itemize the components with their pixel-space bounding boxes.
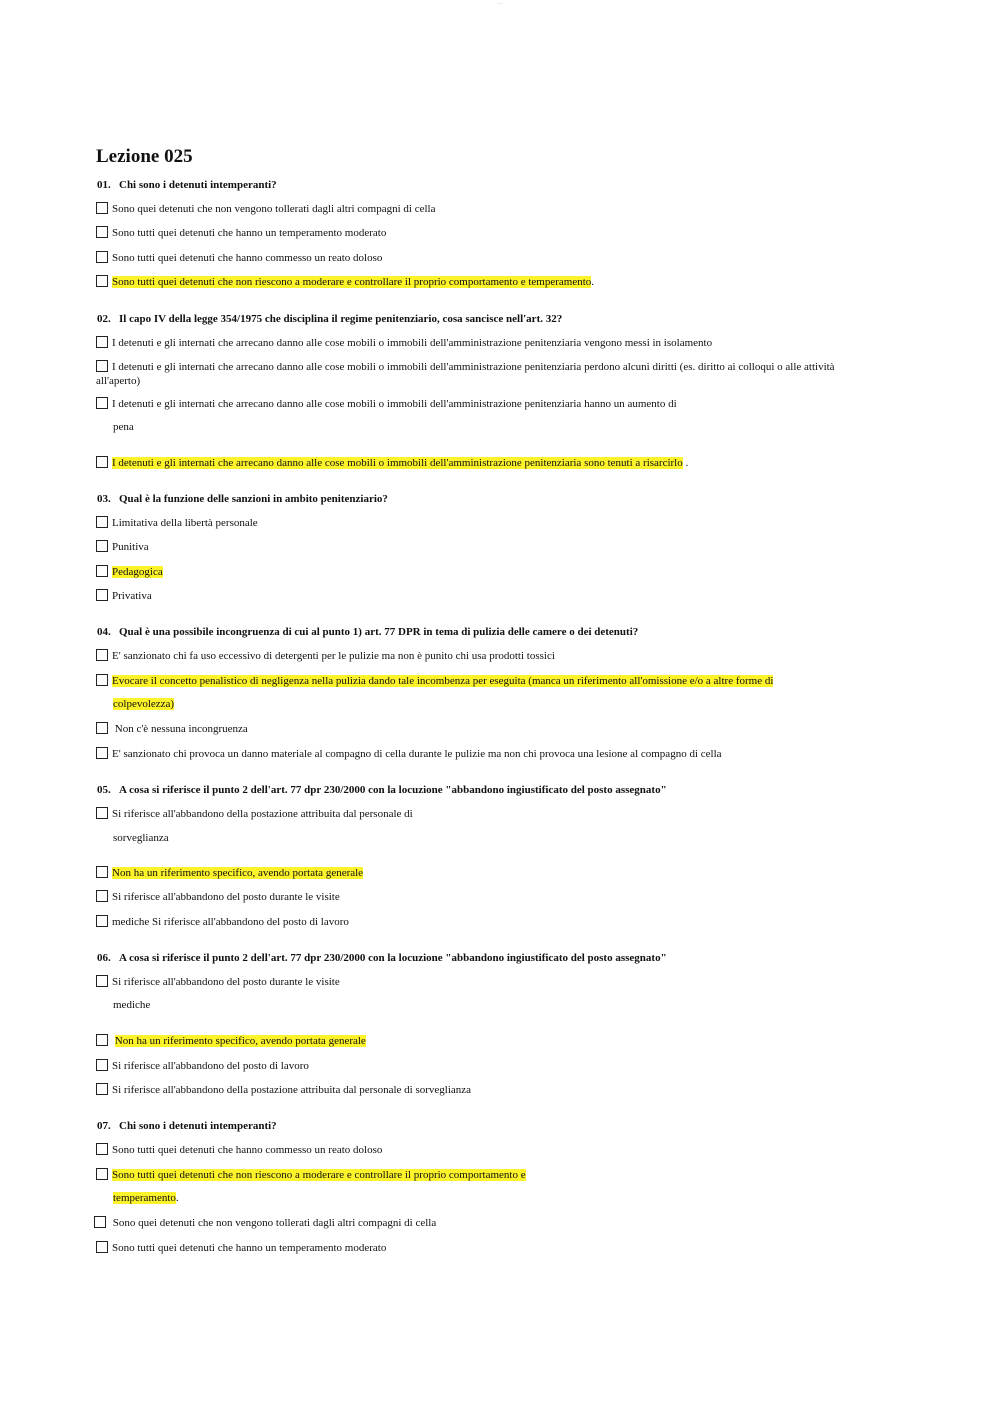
question-01: 01. Chi sono i detenuti intemperanti?: [97, 179, 277, 191]
option-text: Si riferisce all'abbandono del posto di lavoro: [112, 1060, 309, 1072]
option-text: E' sanzionato chi fa uso eccessivo di detergenti per le pulizie ma non è punito chi usa prodotti tossici: [112, 650, 555, 662]
highlighted-answer: Pedagogica: [112, 566, 163, 578]
checkbox[interactable]: [96, 747, 108, 759]
answer-option[interactable]: [96, 397, 677, 411]
question-02: 02. Il capo IV della legge 354/1975 che disciplina il regime penitenziario, cosa sancisce nell'art. 32?: [97, 313, 563, 325]
checkbox[interactable]: [96, 807, 108, 819]
question-06: 06. A cosa si riferisce il punto 2 dell'art. 77 dpr 230/2000 con la locuzione "abbandono ingiustificato del posto assegnato": [97, 952, 667, 964]
checkbox[interactable]: [96, 1083, 108, 1095]
question-text: Qual è la funzione delle sanzioni in ambito penitenziario?: [119, 493, 388, 505]
option-text: Non c'è nessuna incongruenza: [114, 723, 248, 735]
option-text: I detenuti e gli internati che arrecano danno alle cose mobili o immobili dell'amministrazione penitenziaria perdono alcuni diritti (es. diritto ai colloqui o alle attività all'aperto): [96, 361, 835, 387]
option-text: Sono tutti quei detenuti che hanno commesso un reato doloso: [112, 1144, 383, 1156]
question-05: 05. A cosa si riferisce il punto 2 dell'art. 77 dpr 230/2000 con la locuzione "abbandono ingiustificato del posto assegnato": [97, 784, 667, 796]
answer-option[interactable]: [96, 747, 722, 761]
answer-option[interactable]: [96, 251, 382, 265]
answer-option-correct[interactable]: [96, 565, 163, 579]
question-text: A cosa si riferisce il punto 2 dell'art. 77 dpr 230/2000 con la locuzione "abbandono ingiustificato del posto assegnato": [119, 952, 667, 964]
question-text: Qual è una possibile incongruenza di cui al punto 1) art. 77 DPR in tema di pulizia delle camere o dei detenuti?: [119, 626, 639, 638]
checkbox[interactable]: [96, 226, 108, 238]
option-text: Privativa: [112, 590, 152, 602]
answer-option[interactable]: [96, 1241, 386, 1255]
option-text: Sono tutti quei detenuti che hanno un temperamento moderato: [112, 1242, 387, 1254]
answer-option[interactable]: [96, 540, 149, 554]
checkbox[interactable]: [96, 397, 108, 409]
checkbox[interactable]: [96, 360, 108, 372]
answer-option[interactable]: [96, 336, 712, 350]
checkbox[interactable]: [96, 516, 108, 528]
checkbox[interactable]: [96, 202, 108, 214]
highlighted-answer: Non ha un riferimento specifico, avendo portata generale: [114, 1035, 366, 1047]
highlighted-answer: Sono tutti quei detenuti che non riescono a moderare e controllare il proprio comportamento e temperamento: [112, 276, 592, 288]
lesson-title: Lezione 025: [96, 146, 193, 167]
question-text: Chi sono i detenuti intemperanti?: [119, 179, 277, 191]
answer-option[interactable]: [96, 516, 258, 530]
question-04: 04. Qual è una possibile incongruenza di cui al punto 1) art. 77 DPR in tema di pulizia delle camere o dei detenuti?: [97, 626, 639, 638]
answer-option-correct[interactable]: [96, 866, 363, 880]
option-continuation: sorveglianza: [113, 832, 169, 844]
answer-option[interactable]: [96, 890, 340, 904]
answer-option[interactable]: [94, 1216, 436, 1230]
answer-option[interactable]: [96, 807, 413, 821]
option-continuation: mediche: [113, 999, 151, 1011]
answer-option-correct[interactable]: I detenuti e gli internati che arrecano danno alle cose mobili o immobili dell'amministrazione penitenziaria sono tenuti a risarcirlo .: [96, 456, 688, 470]
highlighted-answer: Non ha un riferimento specifico, avendo portata generale: [112, 867, 364, 879]
answer-option-correct[interactable]: [96, 1034, 366, 1048]
checkbox[interactable]: [96, 336, 108, 348]
page-header: ......: [497, 0, 503, 5]
checkbox[interactable]: [96, 674, 108, 686]
option-text: I detenuti e gli internati che arrecano danno alle cose mobili o immobili dell'amministrazione penitenziaria hanno un aumento di: [112, 398, 677, 410]
checkbox[interactable]: [94, 1216, 106, 1228]
checkbox[interactable]: [96, 565, 108, 577]
answer-option-correct[interactable]: [96, 674, 773, 688]
highlighted-answer: Sono tutti quei detenuti che non riescono a moderare e controllare il proprio comportamento e: [112, 1169, 526, 1181]
answer-option-correct[interactable]: Sono tutti quei detenuti che non riescono a moderare e controllare il proprio comportamento e temperamento.: [96, 275, 594, 289]
answer-option-correct[interactable]: [96, 1168, 526, 1182]
option-continuation: temperamento.: [113, 1192, 179, 1204]
option-text: E' sanzionato chi provoca un danno materiale al compagno di cella durante le pulizie ma non chi provoca una lesione al compagno di cella: [112, 748, 722, 760]
option-text: Si riferisce all'abbandono del posto durante le visite: [112, 891, 340, 903]
answer-option[interactable]: [96, 1143, 382, 1157]
question-text: Chi sono i detenuti intemperanti?: [119, 1120, 277, 1132]
checkbox[interactable]: [96, 456, 108, 468]
question-text: A cosa si riferisce il punto 2 dell'art. 77 dpr 230/2000 con la locuzione "abbandono ingiustificato del posto assegnato": [119, 784, 667, 796]
option-text: I detenuti e gli internati che arrecano danno alle cose mobili o immobili dell'amministrazione penitenziaria vengono messi in isolamento: [112, 337, 713, 349]
checkbox[interactable]: [96, 890, 108, 902]
question-03: 03. Qual è la funzione delle sanzioni in ambito penitenziario?: [97, 493, 388, 505]
question-07: 07. Chi sono i detenuti intemperanti?: [97, 1120, 277, 1132]
checkbox[interactable]: [96, 275, 108, 287]
checkbox[interactable]: [96, 1168, 108, 1180]
option-text: Punitiva: [112, 541, 149, 553]
answer-option[interactable]: [96, 202, 436, 216]
checkbox[interactable]: [96, 866, 108, 878]
checkbox[interactable]: [96, 1241, 108, 1253]
answer-option[interactable]: [96, 360, 841, 388]
option-continuation: pena: [113, 421, 134, 433]
option-text: Limitativa della libertà personale: [112, 517, 258, 529]
question-text: Il capo IV della legge 354/1975 che disciplina il regime penitenziario, cosa sancisce nell'art. 32?: [119, 313, 563, 325]
answer-option[interactable]: [96, 226, 386, 240]
checkbox[interactable]: [96, 649, 108, 661]
answer-option[interactable]: [96, 975, 340, 989]
option-text: Sono quei detenuti che non vengono tollerati dagli altri compagni di cella: [112, 1217, 437, 1229]
checkbox[interactable]: [96, 1034, 108, 1046]
answer-option[interactable]: [96, 1083, 471, 1097]
checkbox[interactable]: [96, 589, 108, 601]
option-continuation: colpevolezza): [113, 698, 175, 710]
answer-option[interactable]: [96, 915, 349, 929]
answer-option[interactable]: [96, 649, 555, 663]
checkbox[interactable]: [96, 975, 108, 987]
checkbox[interactable]: [96, 722, 108, 734]
option-text: Si riferisce all'abbandono del posto durante le visite: [112, 976, 340, 988]
checkbox[interactable]: [96, 1143, 108, 1155]
checkbox[interactable]: [96, 540, 108, 552]
option-text: Si riferisce all'abbandono della postazione attribuita dal personale di sorveglianza: [112, 1084, 472, 1096]
checkbox[interactable]: [96, 251, 108, 263]
answer-option[interactable]: [96, 722, 248, 736]
checkbox[interactable]: [96, 915, 108, 927]
answer-option[interactable]: [96, 1059, 309, 1073]
highlighted-answer: Evocare il concetto penalistico di negligenza nella pulizia dando tale incombenza per eseguita (manca un riferimento all'omissione e/o a altre forme di: [112, 675, 774, 687]
option-text: mediche Si riferisce all'abbandono del posto di lavoro: [112, 916, 349, 928]
highlighted-answer: I detenuti e gli internati che arrecano danno alle cose mobili o immobili dell'amministrazione penitenziaria sono tenuti a risarcirlo: [112, 457, 683, 469]
checkbox[interactable]: [96, 1059, 108, 1071]
option-text: Sono tutti quei detenuti che hanno commesso un reato doloso: [112, 252, 383, 264]
option-text: Si riferisce all'abbandono della postazione attribuita dal personale di: [112, 808, 413, 820]
answer-option[interactable]: [96, 589, 152, 603]
option-text: Sono tutti quei detenuti che hanno un temperamento moderato: [112, 227, 387, 239]
option-text: Sono quei detenuti che non vengono tollerati dagli altri compagni di cella: [112, 203, 436, 215]
